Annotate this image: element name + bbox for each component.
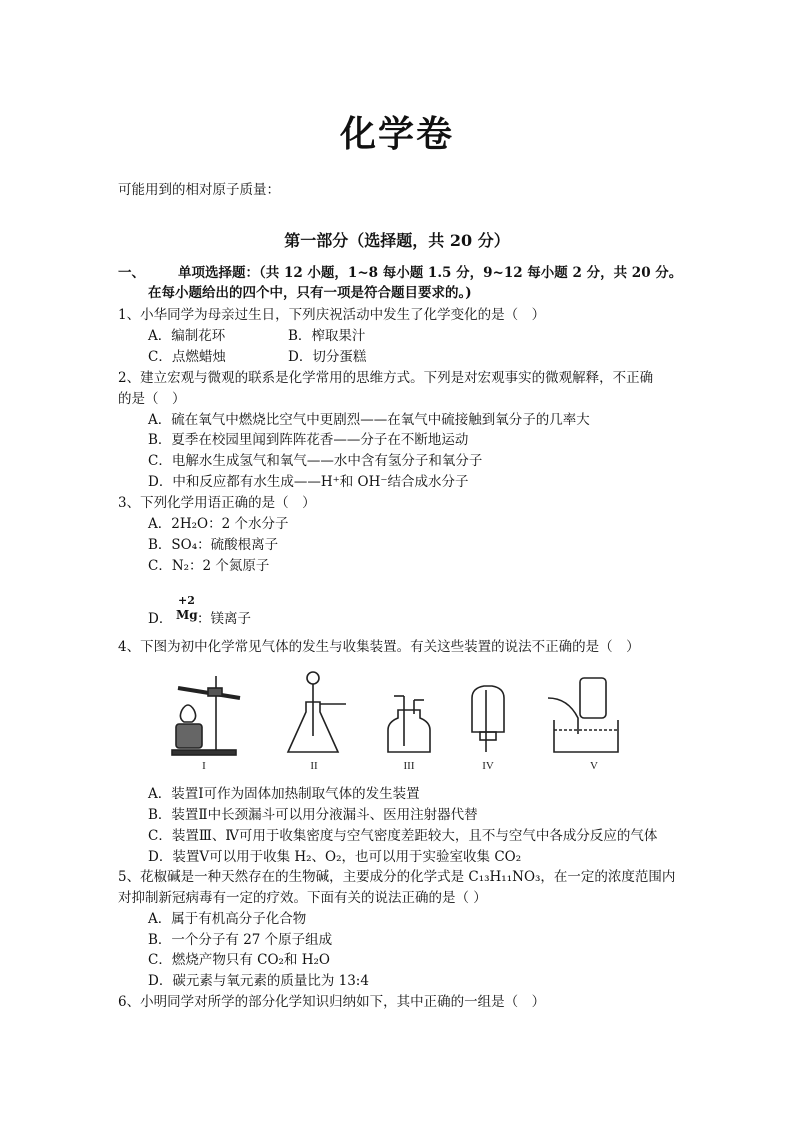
figure-label-5: V: [590, 760, 598, 772]
figure-label-4: IV: [482, 760, 494, 772]
lamp-flame: [180, 705, 195, 722]
section-note: 在每小题给出的四个中，只有一项是符合题目要求的。): [148, 285, 472, 301]
clamp: [208, 688, 222, 696]
question-1-option-d: D．切分蛋糕: [288, 349, 367, 365]
question-2-option-b: B．夏季在校园里闻到阵阵花香——分子在不断地运动: [148, 432, 469, 448]
question-1-stem: 1、小华同学为母亲过生日，下列庆祝活动中发生了化学变化的是（ ）: [118, 307, 546, 323]
question-2-option-c: C．电解水生成氢气和氧气——水中含有氢分子和氧分子: [148, 453, 483, 469]
question-3-option-d-symbol: Mg: [176, 608, 198, 622]
question-3-option-d-prefix: D．: [148, 611, 173, 627]
question-3-option-d-charge: +2: [178, 594, 195, 607]
gas-bottle-4: [472, 686, 504, 732]
question-3-option-c: C．N₂：2 个氮原子: [148, 558, 270, 574]
gas-bottle-3: [388, 710, 430, 752]
question-1-option-a: A．编制花环: [148, 328, 226, 344]
question-3-option-d-text: ：镁离子: [197, 611, 251, 627]
funnel-top: [307, 672, 319, 684]
part1-heading: 第一部分（选择题，共 20 分）: [284, 231, 510, 250]
section-title: 单项选择题：（共 12 小题，1~8 每小题 1.5 分，9~12 每小题 2 分，共 20 分。: [178, 265, 683, 281]
water-trough: [554, 720, 618, 752]
question-3-option-a: A．2H₂O：2 个水分子: [148, 516, 289, 532]
question-4-stem: 4、下图为初中化学常见气体的发生与收集装置。有关这些装置的说法不正确的是（ ）: [118, 639, 640, 655]
question-3-option-b: B．SO₄：硫酸根离子: [148, 537, 279, 553]
question-5-option-c: C．燃烧产物只有 CO₂和 H₂O: [148, 952, 330, 968]
question-4-option-c: C．装置Ⅲ、Ⅳ可用于收集密度与空气密度差距较大，且不与空气中各成分反应的气体: [148, 828, 658, 844]
figure-label-1: I: [202, 760, 206, 772]
question-2-stem-cont: 的是（ ）: [118, 391, 186, 407]
stand-base: [172, 750, 236, 755]
apparatus-drawing: [168, 668, 620, 773]
page-title: 化学卷: [339, 113, 454, 155]
alcohol-lamp: [176, 724, 202, 748]
question-1-option-c: C．点燃蜡烛: [148, 349, 226, 365]
question-2-stem: 2、建立宏观与微观的联系是化学常用的思维方式。下列是对宏观事实的微观解释，不正确: [118, 370, 654, 386]
delivery-tube: [548, 698, 578, 734]
question-5-option-a: A．属于有机高分子化合物: [148, 911, 307, 927]
lab-apparatus-figure: [168, 668, 620, 773]
question-4-option-b: B．装置Ⅱ中长颈漏斗可以用分液漏斗、医用注射器代替: [148, 807, 478, 823]
question-5-option-b: B．一个分子有 27 个原子组成: [148, 932, 333, 948]
question-4-option-a: A．装置Ⅰ可作为固体加热制取气体的发生装置: [148, 786, 420, 802]
question-5-stem-cont: 对抑制新冠病毒有一定的疗效。下面有关的说法正确的是（ ）: [118, 890, 487, 906]
figure-label-2: II: [310, 760, 318, 772]
figure-label-3: III: [403, 760, 415, 772]
question-3-stem: 3、下列化学用语正确的是（ ）: [118, 495, 316, 511]
section-number: 一、: [118, 265, 145, 281]
question-1-option-b: B．榨取果汁: [288, 328, 366, 344]
question-5-option-d: D．碳元素与氧元素的质量比为 13:4: [148, 973, 369, 989]
collecting-bottle: [580, 678, 606, 718]
question-2-option-a: A．硫在氧气中燃烧比空气中更剧烈——在氧气中硫接触到氧分子的几率大: [148, 412, 590, 428]
question-5-stem: 5、花椒碱是一种天然存在的生物碱，主要成分的化学式是 C₁₃H₁₁NO₃，在一定的浓度范围内: [118, 869, 676, 885]
question-4-option-d: D．装置Ⅴ可以用于收集 H₂、O₂，也可以用于实验室收集 CO₂: [148, 849, 522, 865]
question-6-stem: 6、小明同学对所学的部分化学知识归纳如下，其中正确的一组是（ ）: [118, 994, 546, 1010]
atomic-mass-label: 可能用到的相对原子质量：: [118, 182, 280, 198]
question-2-option-d: D．中和反应都有水生成——H⁺和 OH⁻结合成水分子: [148, 474, 469, 490]
